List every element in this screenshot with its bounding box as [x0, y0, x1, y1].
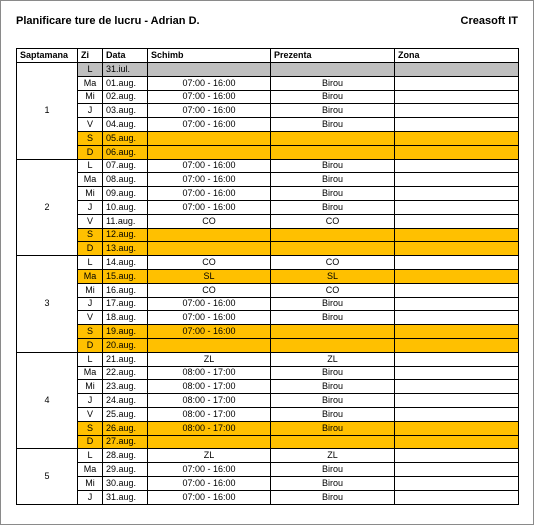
- zone-cell: [395, 159, 519, 173]
- date-cell: 01.aug.: [103, 76, 148, 90]
- shift-cell: 07:00 - 16:00: [148, 159, 271, 173]
- day-cell: D: [78, 242, 103, 256]
- date-cell: 27.aug.: [103, 435, 148, 449]
- shift-cell: 07:00 - 16:00: [148, 90, 271, 104]
- day-cell: Ma: [78, 76, 103, 90]
- day-cell: L: [78, 256, 103, 270]
- table-row: [17, 490, 519, 504]
- shift-cell: [148, 242, 271, 256]
- table-header-row: [17, 49, 519, 63]
- date-cell: 29.aug.: [103, 463, 148, 477]
- shift-cell: [148, 131, 271, 145]
- date-cell: 12.aug.: [103, 228, 148, 242]
- table-row: [17, 187, 519, 201]
- table-row: [17, 228, 519, 242]
- shift-cell: 07:00 - 16:00: [148, 476, 271, 490]
- shift-cell: ZL: [148, 352, 271, 366]
- zone-cell: [395, 214, 519, 228]
- day-cell: J: [78, 200, 103, 214]
- date-cell: 30.aug.: [103, 476, 148, 490]
- day-cell: L: [78, 352, 103, 366]
- table-row: [17, 380, 519, 394]
- date-cell: 10.aug.: [103, 200, 148, 214]
- date-cell: 20.aug.: [103, 338, 148, 352]
- day-cell: V: [78, 311, 103, 325]
- table-row: [17, 145, 519, 159]
- shift-schedule-table: [16, 48, 519, 505]
- date-cell: 08.aug.: [103, 173, 148, 187]
- presence-cell: [271, 131, 395, 145]
- presence-cell: [271, 228, 395, 242]
- shift-cell: 07:00 - 16:00: [148, 104, 271, 118]
- day-cell: L: [78, 63, 103, 77]
- date-cell: 19.aug.: [103, 325, 148, 339]
- table-row: [17, 63, 519, 77]
- table-row: [17, 421, 519, 435]
- day-cell: D: [78, 435, 103, 449]
- table-row: [17, 242, 519, 256]
- shift-cell: 08:00 - 17:00: [148, 366, 271, 380]
- zone-cell: [395, 104, 519, 118]
- date-cell: 25.aug.: [103, 407, 148, 421]
- week-number-cell: 4: [17, 352, 78, 449]
- day-cell: J: [78, 394, 103, 408]
- date-cell: 17.aug.: [103, 297, 148, 311]
- day-cell: Mi: [78, 476, 103, 490]
- shift-cell: [148, 435, 271, 449]
- zone-cell: [395, 435, 519, 449]
- date-cell: 05.aug.: [103, 131, 148, 145]
- date-cell: 18.aug.: [103, 311, 148, 325]
- table-row: [17, 407, 519, 421]
- presence-cell: ZL: [271, 352, 395, 366]
- shift-cell: 07:00 - 16:00: [148, 463, 271, 477]
- presence-cell: CO: [271, 214, 395, 228]
- column-header-saptamana: Saptamana: [17, 49, 78, 63]
- table-row: [17, 200, 519, 214]
- presence-cell: Birou: [271, 421, 395, 435]
- date-cell: 23.aug.: [103, 380, 148, 394]
- date-cell: 15.aug.: [103, 269, 148, 283]
- presence-cell: Birou: [271, 159, 395, 173]
- table-row: [17, 131, 519, 145]
- table-row: [17, 325, 519, 339]
- table-row: [17, 118, 519, 132]
- table-row: [17, 297, 519, 311]
- shift-cell: [148, 63, 271, 77]
- date-cell: 31.iul.: [103, 63, 148, 77]
- day-cell: L: [78, 159, 103, 173]
- presence-cell: Birou: [271, 200, 395, 214]
- table-row: [17, 90, 519, 104]
- zone-cell: [395, 394, 519, 408]
- date-cell: 09.aug.: [103, 187, 148, 201]
- shift-cell: 07:00 - 16:00: [148, 76, 271, 90]
- zone-cell: [395, 63, 519, 77]
- table-row: [17, 76, 519, 90]
- zone-cell: [395, 256, 519, 270]
- presence-cell: [271, 338, 395, 352]
- shift-cell: 08:00 - 17:00: [148, 421, 271, 435]
- zone-cell: [395, 173, 519, 187]
- date-cell: 11.aug.: [103, 214, 148, 228]
- presence-cell: CO: [271, 256, 395, 270]
- column-header-schimb: Schimb: [148, 49, 271, 63]
- presence-cell: Birou: [271, 187, 395, 201]
- zone-cell: [395, 490, 519, 504]
- zone-cell: [395, 297, 519, 311]
- presence-cell: Birou: [271, 173, 395, 187]
- zone-cell: [395, 366, 519, 380]
- presence-cell: SL: [271, 269, 395, 283]
- zone-cell: [395, 131, 519, 145]
- zone-cell: [395, 283, 519, 297]
- date-cell: 31.aug.: [103, 490, 148, 504]
- column-header-data: Data: [103, 49, 148, 63]
- zone-cell: [395, 200, 519, 214]
- table-row: [17, 159, 519, 173]
- day-cell: D: [78, 145, 103, 159]
- week-number-cell: 2: [17, 159, 78, 256]
- zone-cell: [395, 187, 519, 201]
- shift-cell: 07:00 - 16:00: [148, 173, 271, 187]
- presence-cell: Birou: [271, 76, 395, 90]
- zone-cell: [395, 118, 519, 132]
- table-row: [17, 366, 519, 380]
- day-cell: Ma: [78, 366, 103, 380]
- table-row: [17, 269, 519, 283]
- presence-cell: Birou: [271, 311, 395, 325]
- presence-cell: CO: [271, 283, 395, 297]
- day-cell: S: [78, 228, 103, 242]
- presence-cell: [271, 325, 395, 339]
- day-cell: V: [78, 214, 103, 228]
- date-cell: 02.aug.: [103, 90, 148, 104]
- zone-cell: [395, 449, 519, 463]
- presence-cell: Birou: [271, 476, 395, 490]
- day-cell: L: [78, 449, 103, 463]
- shift-cell: [148, 145, 271, 159]
- shift-cell: 07:00 - 16:00: [148, 490, 271, 504]
- presence-cell: Birou: [271, 366, 395, 380]
- presence-cell: Birou: [271, 118, 395, 132]
- table-row: [17, 394, 519, 408]
- day-cell: Mi: [78, 90, 103, 104]
- day-cell: J: [78, 104, 103, 118]
- presence-cell: [271, 435, 395, 449]
- date-cell: 14.aug.: [103, 256, 148, 270]
- zone-cell: [395, 325, 519, 339]
- day-cell: S: [78, 325, 103, 339]
- day-cell: S: [78, 131, 103, 145]
- zone-cell: [395, 338, 519, 352]
- presence-cell: Birou: [271, 90, 395, 104]
- shift-cell: 08:00 - 17:00: [148, 394, 271, 408]
- date-cell: 06.aug.: [103, 145, 148, 159]
- date-cell: 13.aug.: [103, 242, 148, 256]
- shift-cell: [148, 228, 271, 242]
- shift-cell: CO: [148, 256, 271, 270]
- zone-cell: [395, 311, 519, 325]
- week-number-cell: 3: [17, 256, 78, 353]
- day-cell: D: [78, 338, 103, 352]
- day-cell: Ma: [78, 173, 103, 187]
- day-cell: Ma: [78, 269, 103, 283]
- day-cell: Mi: [78, 283, 103, 297]
- shift-cell: 07:00 - 16:00: [148, 311, 271, 325]
- presence-cell: Birou: [271, 463, 395, 477]
- presence-cell: Birou: [271, 490, 395, 504]
- date-cell: 07.aug.: [103, 159, 148, 173]
- zone-cell: [395, 228, 519, 242]
- table-row: [17, 311, 519, 325]
- date-cell: 22.aug.: [103, 366, 148, 380]
- week-number-cell: 1: [17, 63, 78, 160]
- company-name: Creasoft IT: [460, 15, 518, 27]
- date-cell: 04.aug.: [103, 118, 148, 132]
- zone-cell: [395, 242, 519, 256]
- title-row: [16, 15, 518, 33]
- zone-cell: [395, 476, 519, 490]
- day-cell: J: [78, 297, 103, 311]
- table-row: [17, 435, 519, 449]
- zone-cell: [395, 90, 519, 104]
- shift-cell: 07:00 - 16:00: [148, 200, 271, 214]
- document-title: Planificare ture de lucru - Adrian D.: [16, 15, 200, 27]
- table-row: [17, 173, 519, 187]
- presence-cell: Birou: [271, 407, 395, 421]
- day-cell: V: [78, 407, 103, 421]
- day-cell: Mi: [78, 380, 103, 394]
- presence-cell: Birou: [271, 394, 395, 408]
- day-cell: V: [78, 118, 103, 132]
- table-row: [17, 104, 519, 118]
- shift-cell: 07:00 - 16:00: [148, 118, 271, 132]
- column-header-zi: Zi: [78, 49, 103, 63]
- week-number-cell: 5: [17, 449, 78, 504]
- zone-cell: [395, 407, 519, 421]
- zone-cell: [395, 463, 519, 477]
- table-row: [17, 476, 519, 490]
- day-cell: Mi: [78, 187, 103, 201]
- shift-cell: 07:00 - 16:00: [148, 325, 271, 339]
- zone-cell: [395, 380, 519, 394]
- presence-cell: [271, 242, 395, 256]
- table-row: [17, 449, 519, 463]
- shift-cell: 08:00 - 17:00: [148, 380, 271, 394]
- presence-cell: [271, 145, 395, 159]
- date-cell: 26.aug.: [103, 421, 148, 435]
- column-header-zona: Zona: [395, 49, 519, 63]
- shift-cell: CO: [148, 214, 271, 228]
- presence-cell: ZL: [271, 449, 395, 463]
- shift-cell: 07:00 - 16:00: [148, 297, 271, 311]
- zone-cell: [395, 352, 519, 366]
- presence-cell: Birou: [271, 104, 395, 118]
- date-cell: 24.aug.: [103, 394, 148, 408]
- day-cell: S: [78, 421, 103, 435]
- shift-cell: 07:00 - 16:00: [148, 187, 271, 201]
- zone-cell: [395, 145, 519, 159]
- shift-cell: [148, 338, 271, 352]
- shift-cell: SL: [148, 269, 271, 283]
- table-row: [17, 463, 519, 477]
- table-row: [17, 283, 519, 297]
- shift-cell: CO: [148, 283, 271, 297]
- shift-cell: ZL: [148, 449, 271, 463]
- date-cell: 21.aug.: [103, 352, 148, 366]
- shift-cell: 08:00 - 17:00: [148, 407, 271, 421]
- column-header-prezenta: Prezenta: [271, 49, 395, 63]
- table-row: [17, 214, 519, 228]
- date-cell: 16.aug.: [103, 283, 148, 297]
- table-row: [17, 352, 519, 366]
- presence-cell: Birou: [271, 297, 395, 311]
- date-cell: 28.aug.: [103, 449, 148, 463]
- zone-cell: [395, 76, 519, 90]
- presence-cell: [271, 63, 395, 77]
- day-cell: Ma: [78, 463, 103, 477]
- zone-cell: [395, 421, 519, 435]
- zone-cell: [395, 269, 519, 283]
- table-body: [17, 63, 519, 505]
- table-row: [17, 338, 519, 352]
- day-cell: J: [78, 490, 103, 504]
- presence-cell: Birou: [271, 380, 395, 394]
- table-row: [17, 256, 519, 270]
- date-cell: 03.aug.: [103, 104, 148, 118]
